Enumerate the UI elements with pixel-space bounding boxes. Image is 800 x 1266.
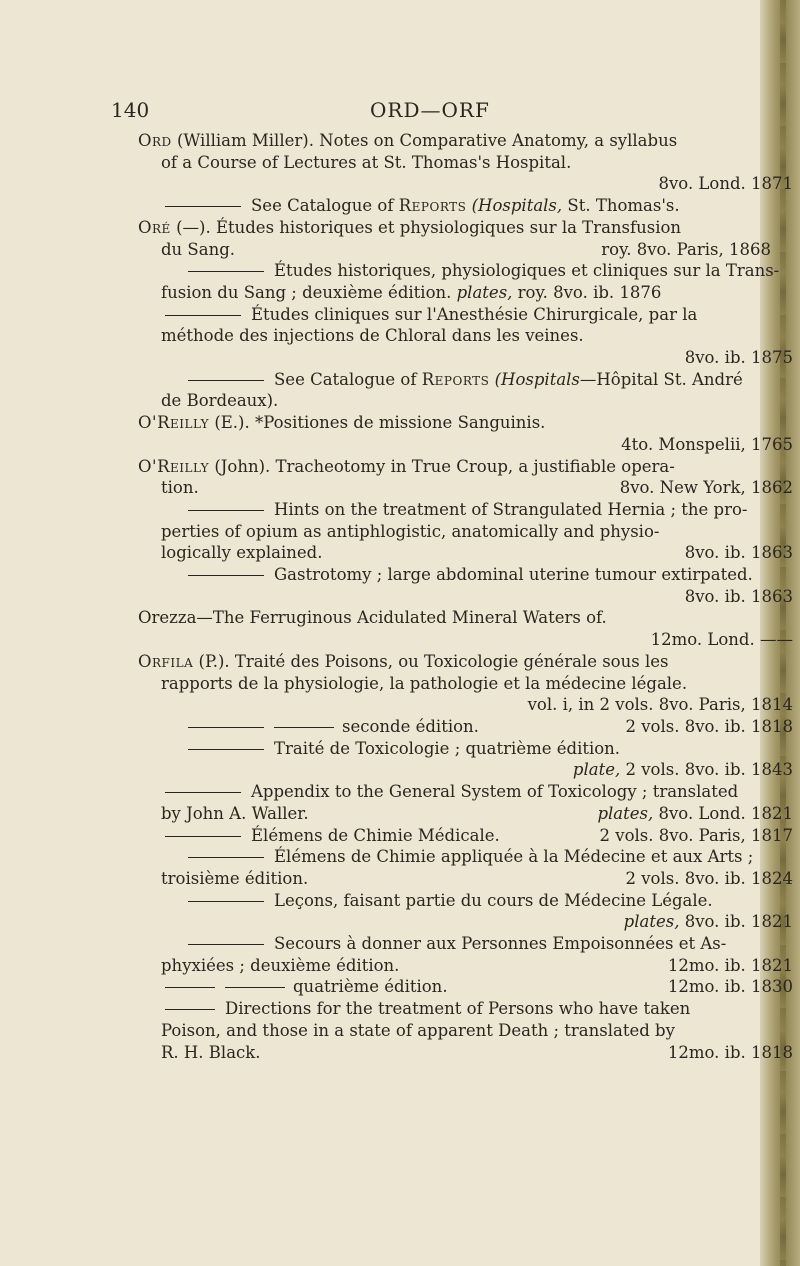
- entry-orfila-traite: [138, 738, 793, 781]
- entry-text: (Hospitals: [494, 369, 580, 389]
- ditto-dash: [188, 749, 264, 750]
- entry-imprint: 8vo. ib. 1863: [684, 586, 793, 606]
- ditto-dash: [188, 575, 264, 576]
- entry-orfila-quatrieme: [138, 976, 793, 998]
- entry-imprint: 2 vols. 8vo. ib. 1843: [625, 760, 793, 780]
- entry-text: (John). Tracheotomy in True Croup, a justifiable opera-: [214, 456, 675, 476]
- entry-oreilly-hints: [138, 499, 793, 564]
- entry-imprint: 8vo. ib. 1875: [684, 348, 793, 368]
- entry-text: (E.). *Positiones de missione Sanguinis.: [214, 413, 546, 433]
- entry-text: méthode des injections de Chloral dans les veines.: [161, 326, 584, 346]
- entry-oreilly-john: [138, 456, 793, 499]
- entry-text: Reports: [421, 369, 490, 389]
- entry-imprint: 12mo. ib. 1818: [667, 1042, 793, 1062]
- entry-text: seconde édition.: [342, 716, 479, 736]
- ditto-dash: [165, 315, 241, 316]
- entry-imprint: 8vo. New York, 1862: [619, 478, 793, 498]
- entry-orfila-lecons: [138, 890, 793, 933]
- entry-heading: O'Reilly: [138, 456, 210, 476]
- entry-orfila-elemens-appliquee: [138, 846, 793, 889]
- entry-heading: Oré: [138, 217, 171, 237]
- ditto-dash: [225, 987, 285, 988]
- entry-text: Élémens de Chimie Médicale.: [251, 825, 500, 845]
- ditto-dash: [188, 857, 264, 858]
- entry-imprint: 12mo. ib. 1821: [667, 955, 793, 975]
- ditto-dash: [165, 206, 241, 207]
- entry-text: de Bordeaux).: [161, 391, 279, 411]
- entry-text: See Catalogue of: [251, 196, 394, 216]
- entry-text: See Catalogue of: [274, 369, 417, 389]
- entry-text: plates,: [597, 803, 654, 823]
- entry-text: Leçons, faisant partie du cours de Médecine Légale.: [274, 890, 713, 910]
- entry-text: plate,: [572, 760, 621, 780]
- entry-ore-etudes-cliniques: [138, 304, 793, 369]
- ditto-dash: [165, 987, 215, 988]
- entry-imprint: roy. 8vo. ib. 1876: [517, 282, 662, 302]
- ditto-dash: [188, 944, 264, 945]
- entry-imprint: 8vo. Lond. 1871: [658, 174, 793, 194]
- entry-oreilly-gastrotomy: [138, 564, 793, 607]
- entry-imprint: 12mo. ib. 1830: [667, 977, 793, 997]
- entry-text: Gastrotomy ; large abdominal uterine tumour extirpated.: [274, 565, 753, 585]
- entry-text: Secours à donner aux Personnes Empoisonnées et As-: [274, 934, 727, 954]
- ditto-dash: [188, 271, 264, 272]
- entry-imprint: roy. 8vo. Paris, 1868: [601, 239, 771, 259]
- entry-imprint: 4to. Monspelii, 1765: [621, 434, 793, 454]
- entry-text: —Hôpital St. André: [579, 369, 743, 389]
- entry-text: logically explained.: [161, 543, 323, 563]
- entry-heading: Orfila: [138, 651, 194, 671]
- entry-text: fusion du Sang ; deuxième édition.: [161, 282, 452, 302]
- entry-text: (William Miller). Notes on Comparative Anatomy, a syllabus: [176, 131, 678, 150]
- entry-text: (P.). Traité des Poisons, ou Toxicologie générale sous les: [198, 651, 669, 671]
- ditto-dash: [165, 792, 241, 793]
- entry-imprint: 8vo. Lond. 1821: [658, 803, 793, 823]
- entry-text: troisième édition.: [161, 868, 309, 888]
- entry-text: Directions for the treatment of Persons who have taken: [225, 999, 691, 1019]
- page-number: 140: [111, 98, 150, 122]
- entry-text: of a Course of Lectures at St. Thomas's Hospital.: [161, 152, 572, 172]
- entry-imprint: vol. i, in 2 vols. 8vo. Paris, 1814: [527, 695, 793, 715]
- catalogue-entries: [138, 130, 793, 1063]
- entry-text: quatrième édition.: [293, 977, 448, 997]
- entry-text: plates,: [623, 912, 680, 932]
- entry-oreilly-e: [138, 412, 793, 455]
- entry-text: du Sang.: [161, 239, 236, 259]
- entry-orfila-seconde: [138, 716, 793, 738]
- entry-text: plates,: [456, 282, 513, 302]
- entry-orfila-elemens: [138, 825, 793, 847]
- entry-imprint: 2 vols. 8vo. ib. 1818: [625, 716, 793, 736]
- entry-orfila-directions: [138, 998, 793, 1063]
- entry-text: (—). Études historiques et physiologiques sur la Transfusion: [176, 217, 682, 237]
- entry-orfila-secours: [138, 933, 793, 976]
- entry-text: Études cliniques sur l'Anesthésie Chirurgicale, par la: [251, 304, 698, 324]
- entry-text: Traité de Toxicologie ; quatrième édition.: [274, 738, 621, 758]
- page-header: [111, 98, 793, 124]
- ditto-dash: [188, 380, 264, 381]
- entry-text: rapports de la physiologie, la pathologie et la médecine légale.: [161, 673, 688, 693]
- entry-text: (Hospitals,: [471, 196, 563, 216]
- entry-orezza: [138, 607, 793, 650]
- entry-ore-see-also: [138, 369, 793, 412]
- entry-text: R. H. Black.: [161, 1042, 261, 1062]
- entry-text: St. Thomas's.: [567, 196, 680, 216]
- entry-text: Appendix to the General System of Toxicology ; translated: [251, 782, 739, 802]
- entry-text: Orezza—The Ferruginous Acidulated Mineral Waters of.: [138, 608, 607, 628]
- entry-text: tion.: [161, 478, 199, 498]
- running-head: ORD—ORF: [370, 98, 490, 122]
- entry-text: Hints on the treatment of Strangulated Hernia ; the pro-: [274, 499, 748, 519]
- entry-ore: [138, 217, 793, 260]
- entry-ord: [138, 130, 793, 195]
- ditto-dash: [188, 901, 264, 902]
- entry-ore-etudes-2: [138, 260, 793, 303]
- ditto-dash: [165, 836, 241, 837]
- entry-orfila: [138, 651, 793, 716]
- entry-imprint: 8vo. ib. 1863: [684, 543, 793, 563]
- entry-heading: O'Reilly: [138, 413, 210, 433]
- entry-imprint: 2 vols. 8vo. ib. 1824: [625, 868, 793, 888]
- entry-ord-see-also: [138, 195, 793, 217]
- entry-text: Élémens de Chimie appliquée à la Médecine et aux Arts ;: [274, 847, 754, 867]
- entry-imprint: 2 vols. 8vo. Paris, 1817: [599, 825, 793, 845]
- ditto-dash: [165, 1009, 215, 1010]
- entry-text: by John A. Waller.: [161, 803, 309, 823]
- entry-text: phyxiées ; deuxième édition.: [161, 955, 400, 975]
- ditto-dash: [188, 727, 264, 728]
- entry-text: Poison, and those in a state of apparent Death ; translated by: [161, 1020, 675, 1040]
- entry-text: perties of opium as antiphlogistic, anatomically and physio-: [161, 521, 660, 541]
- entry-text: Reports: [398, 196, 467, 216]
- entry-text: Études historiques, physiologiques et cliniques sur la Trans-: [274, 261, 780, 281]
- ditto-dash: [188, 510, 264, 511]
- entry-heading: Ord: [138, 131, 172, 150]
- ditto-dash: [274, 727, 334, 728]
- entry-imprint: 12mo. Lond. ——: [650, 630, 793, 650]
- entry-orfila-appendix: [138, 781, 793, 824]
- entry-imprint: 8vo. ib. 1821: [684, 912, 793, 932]
